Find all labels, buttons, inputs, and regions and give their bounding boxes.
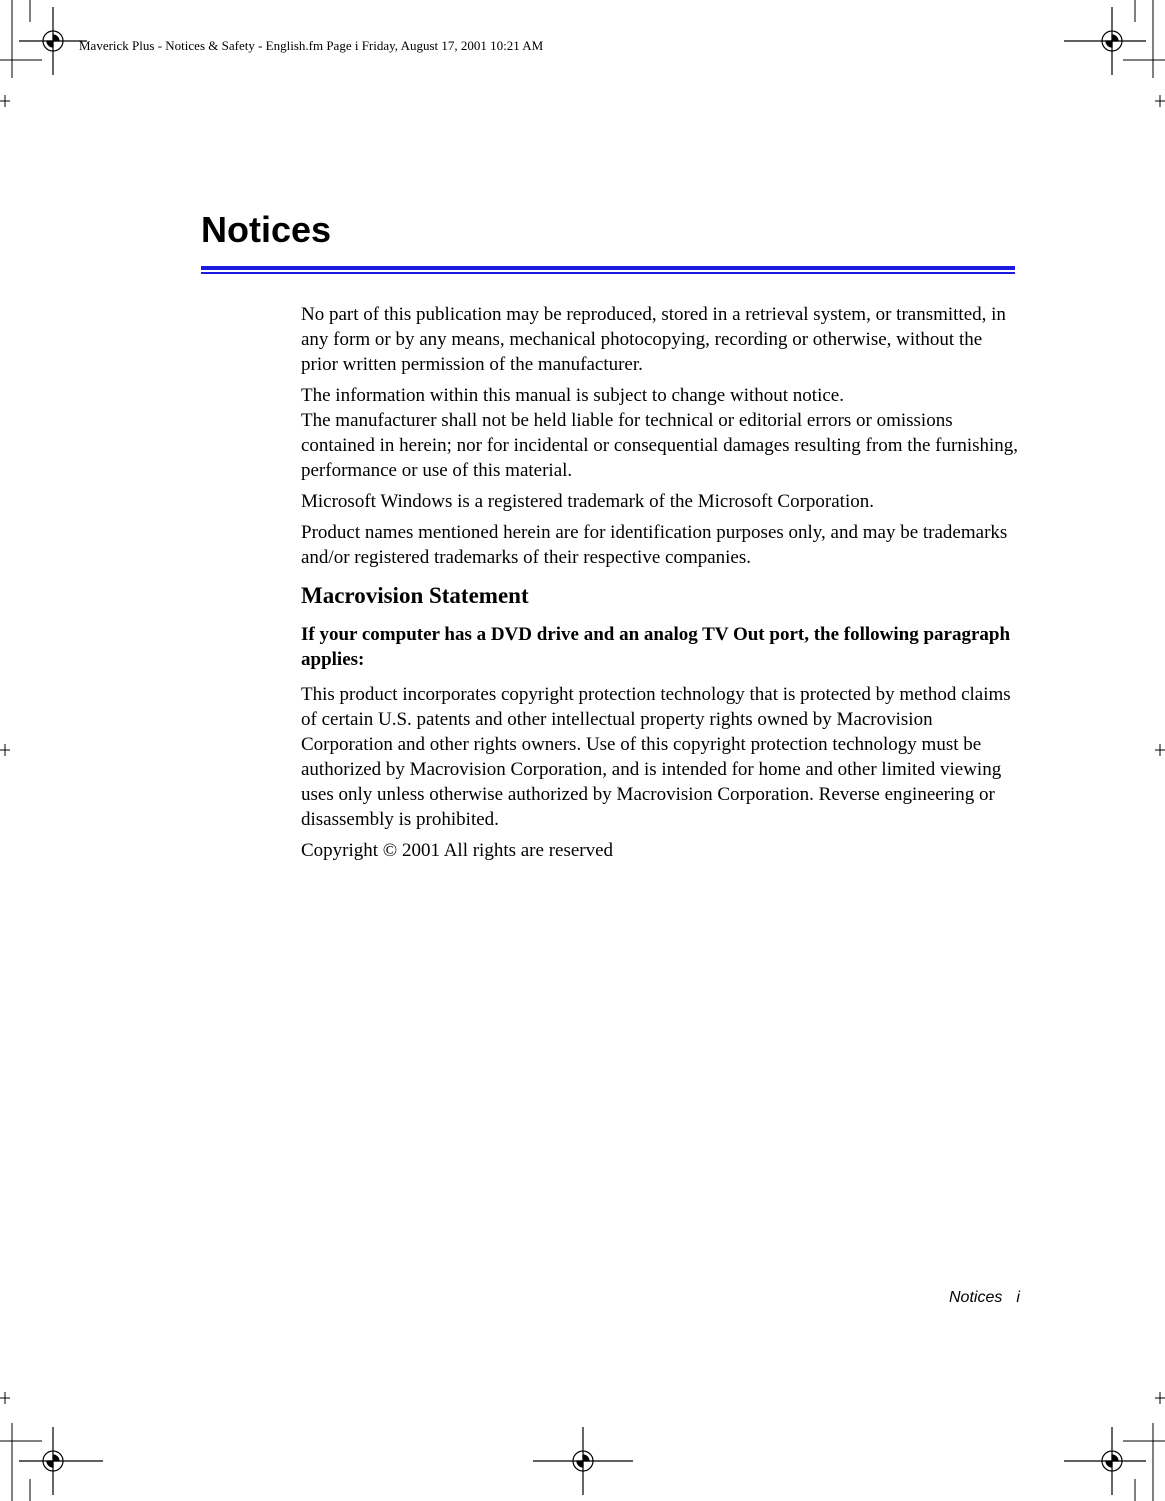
product-names-notice: Product names mentioned herein are for identification purposes only, and may be trademarks and/or registered trademarks of their respective companies. bbox=[301, 522, 1008, 568]
macrovision-heading: Macrovision Statement bbox=[301, 583, 529, 608]
trademark-notice: Microsoft Windows is a registered trademark of the Microsoft Corporation. bbox=[301, 491, 874, 512]
page-title: Notices bbox=[201, 209, 332, 250]
page-footer bbox=[949, 1288, 1020, 1308]
footer-section-name: Notices bbox=[949, 1289, 1003, 1306]
title-rule-thick bbox=[201, 266, 1015, 270]
title-rule-thin bbox=[201, 272, 1015, 274]
notices-body bbox=[301, 302, 1021, 869]
copyright-line: Copyright © 2001 All rights are reserved bbox=[301, 840, 614, 861]
change-notice: The information within this manual is subject to change without notice. bbox=[301, 385, 844, 406]
footer-page-number: i bbox=[1016, 1289, 1020, 1306]
liability-notice: The manufacturer shall not be held liable for technical or editorial errors or omissions contained in herein; nor for incidental or consequential damages resulting from the furnishing, performance or use of this material. bbox=[301, 410, 1019, 481]
file-slug-line: Maverick Plus - Notices & Safety - English.fm Page i Friday, August 17, 2001 10:21 AM bbox=[79, 38, 544, 53]
reproduction-notice: No part of this publication may be reproduced, stored in a retrieval system, or transmitted, in any form or by any means, mechanical photocopying, recording or otherwise, without the prior written permission of the manufacturer. bbox=[301, 304, 1006, 375]
macrovision-body: This product incorporates copyright protection technology that is protected by method claims of certain U.S. patents and other intellectual property rights owned by Macrovision Corporation and other rights owners. Use of this copyright protection technology must be authorized by Macrovision Corporation, and is intended for home and other limited viewing uses only unless otherwise authorized by Macrovision Corporation. Reverse engineering or disassembly is prohibited. bbox=[301, 684, 1011, 830]
macrovision-lead: If your computer has a DVD drive and an analog TV Out port, the following paragraph applies: bbox=[301, 624, 1011, 670]
